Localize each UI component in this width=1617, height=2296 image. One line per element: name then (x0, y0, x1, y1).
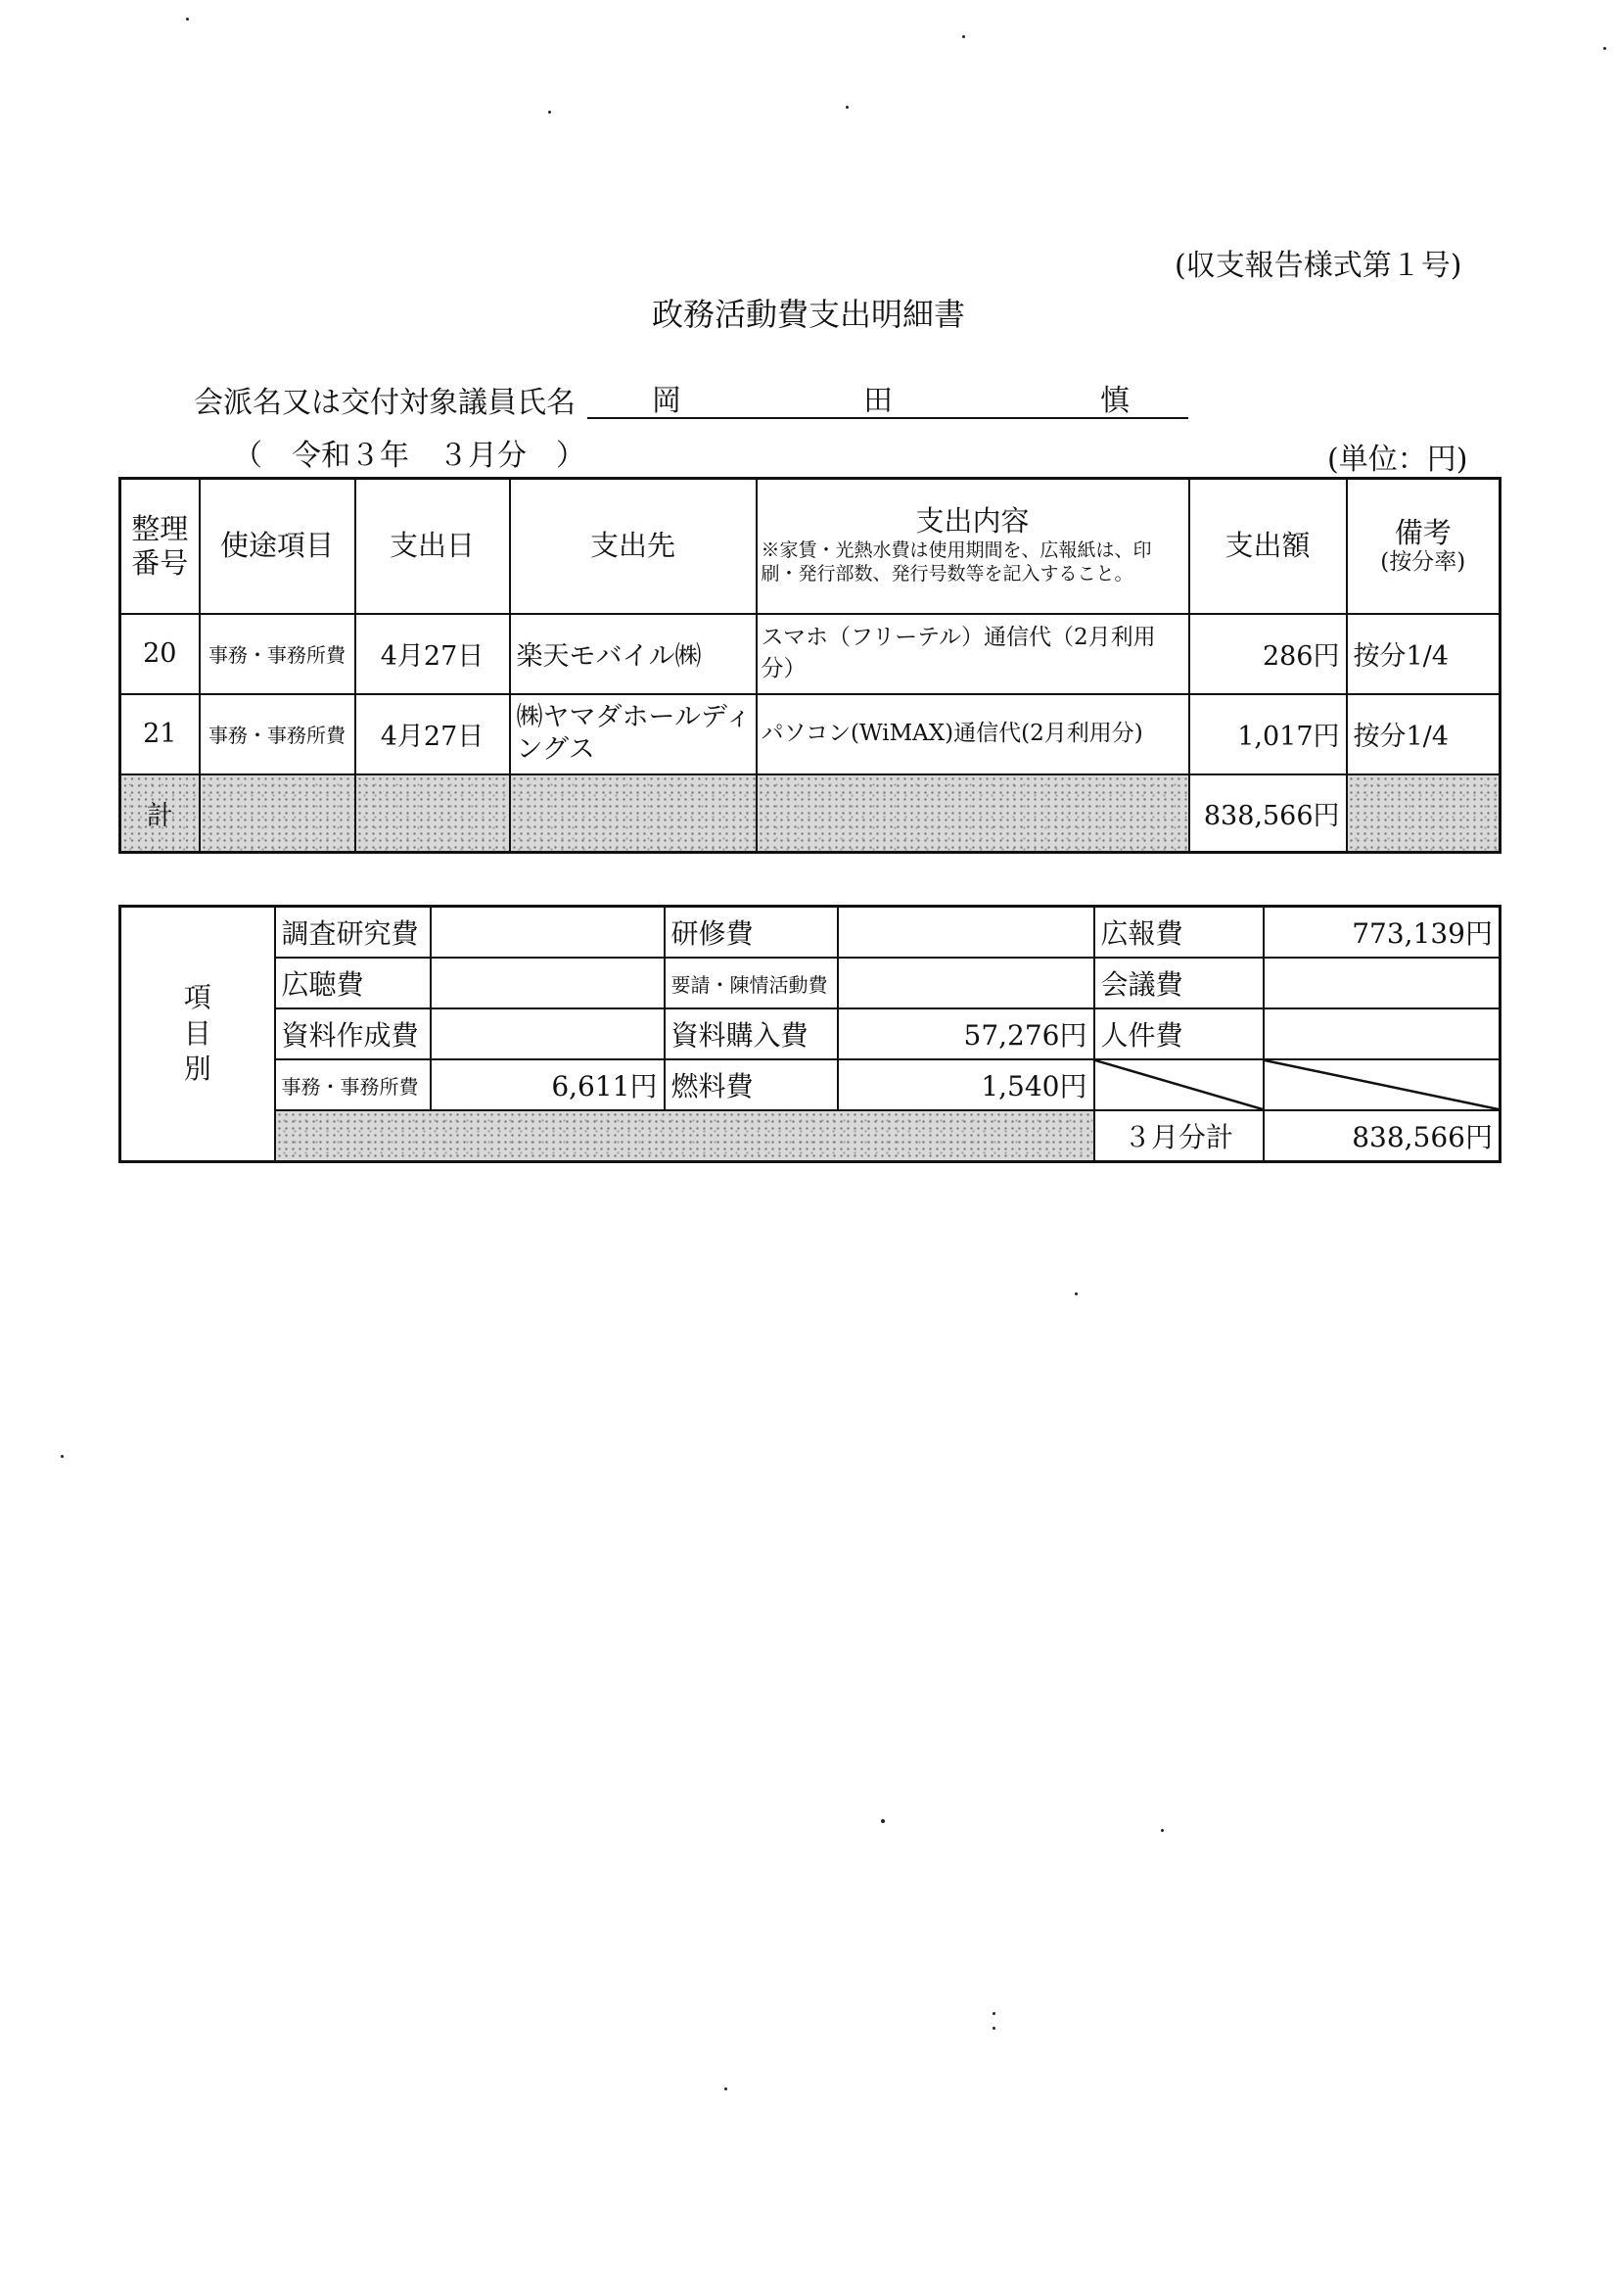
office-value: 6,611円 (431, 1059, 665, 1110)
row-date: 4月27日 (355, 614, 510, 694)
row-remarks: 按分1/4 (1347, 694, 1501, 774)
scan-speck (993, 2027, 995, 2030)
meeting-value (1264, 958, 1501, 1008)
scan-speck (1075, 1292, 1078, 1295)
row-remarks: 按分1/4 (1347, 614, 1501, 694)
scan-speck (61, 1455, 64, 1458)
scan-speck (1161, 1829, 1164, 1832)
petition-value (838, 958, 1094, 1008)
row-amount: 286円 (1189, 614, 1347, 694)
materials-create-label: 資料作成費 (275, 1008, 431, 1059)
shaded-cell (510, 774, 757, 853)
scan-speck (186, 18, 189, 21)
meeting-label: 会議費 (1094, 958, 1264, 1008)
summary-row (120, 1008, 1501, 1059)
header-category: 使途項目 (200, 479, 355, 614)
table-row (120, 614, 1501, 694)
month-total-label: ３月分計 (1094, 1110, 1264, 1162)
shaded-cell (757, 774, 1189, 853)
office-label: 事務・事務所費 (275, 1059, 431, 1110)
materials-buy-label: 資料購入費 (665, 1008, 838, 1059)
table-header-row (120, 479, 1501, 614)
member-name-part: 慎 (1100, 384, 1130, 418)
total-label: 計 (120, 774, 200, 853)
row-payee: 楽天モバイル㈱ (510, 614, 757, 694)
reporting-period: （ 令和３年 ３月分 ） (233, 439, 585, 473)
summary-row (120, 1059, 1501, 1110)
scan-speck (962, 35, 965, 38)
row-content: パソコン(WiMAX)通信代(2月利用分) (757, 694, 1189, 774)
table-row (120, 694, 1501, 774)
scan-speck (881, 1819, 885, 1823)
summary-side-label: 項 目 別 (120, 907, 275, 1162)
row-content: スマホ（フリーテル）通信代（2月利用分） (757, 614, 1189, 694)
row-category: 事務・事務所費 (200, 614, 355, 694)
hearing-value (431, 958, 665, 1008)
scan-speck (724, 2087, 727, 2090)
header-no: 整理 番号 (120, 479, 200, 614)
form-number: (収支報告様式第１号) (1175, 249, 1462, 283)
personnel-label: 人件費 (1094, 1008, 1264, 1059)
summary-row (120, 907, 1501, 959)
row-no: 21 (120, 694, 200, 774)
petition-label: 要請・陳情活動費 (665, 958, 838, 1008)
scan-speck (846, 106, 849, 109)
scan-speck (1603, 47, 1606, 50)
member-name-field (587, 374, 1188, 419)
shaded-cell (275, 1110, 1094, 1162)
pr-label: 広報費 (1094, 907, 1264, 959)
pr-value: 773,139円 (1264, 907, 1501, 959)
row-date: 4月27日 (355, 694, 510, 774)
category-summary-table (118, 905, 1502, 1163)
shaded-cell (355, 774, 510, 853)
materials-create-value (431, 1008, 665, 1059)
month-total-value: 838,566円 (1264, 1110, 1501, 1162)
diagonal-empty-cell (1264, 1059, 1501, 1110)
total-amount: 838,566円 (1189, 774, 1347, 853)
row-payee: ㈱ヤマダホールディングス (510, 694, 757, 774)
scan-speck (548, 111, 551, 114)
fuel-value: 1,540円 (838, 1059, 1094, 1110)
total-row (120, 774, 1501, 853)
shaded-cell (1347, 774, 1501, 853)
research-value (431, 907, 665, 959)
header-content-note: ※家賃・光熱水費は使用期間を、広報紙は、印刷・発行部数、発行号数等を記入すること。 (761, 539, 1152, 586)
materials-buy-value: 57,276円 (838, 1008, 1094, 1059)
row-category: 事務・事務所費 (200, 694, 355, 774)
shaded-cell (200, 774, 355, 853)
personnel-value (1264, 1008, 1501, 1059)
summary-row (120, 958, 1501, 1008)
member-name-label: 会派名又は交付対象議員氏名 (194, 386, 576, 420)
document-title: 政務活動費支出明細書 (651, 296, 965, 333)
summary-total-row (120, 1110, 1501, 1162)
header-payee: 支出先 (510, 479, 757, 614)
row-no: 20 (120, 614, 200, 694)
member-name-part: 田 (863, 384, 893, 418)
unit-label: (単位：円) (1327, 443, 1468, 477)
scan-speck (993, 2012, 995, 2015)
training-label: 研修費 (665, 907, 838, 959)
header-content (757, 479, 1189, 614)
expense-detail-table (118, 477, 1502, 854)
header-content-title: 支出内容 (915, 503, 1030, 538)
header-remarks: 備考 (按分率) (1347, 479, 1501, 614)
row-amount: 1,017円 (1189, 694, 1347, 774)
header-date: 支出日 (355, 479, 510, 614)
diagonal-empty-cell (1094, 1059, 1264, 1110)
hearing-label: 広聴費 (275, 958, 431, 1008)
fuel-label: 燃料費 (665, 1059, 838, 1110)
header-amount: 支出額 (1189, 479, 1347, 614)
header-remarks-sub: (按分率) (1380, 549, 1466, 576)
research-label: 調査研究費 (275, 907, 431, 959)
training-value (838, 907, 1094, 959)
member-name-part: 岡 (652, 384, 681, 418)
